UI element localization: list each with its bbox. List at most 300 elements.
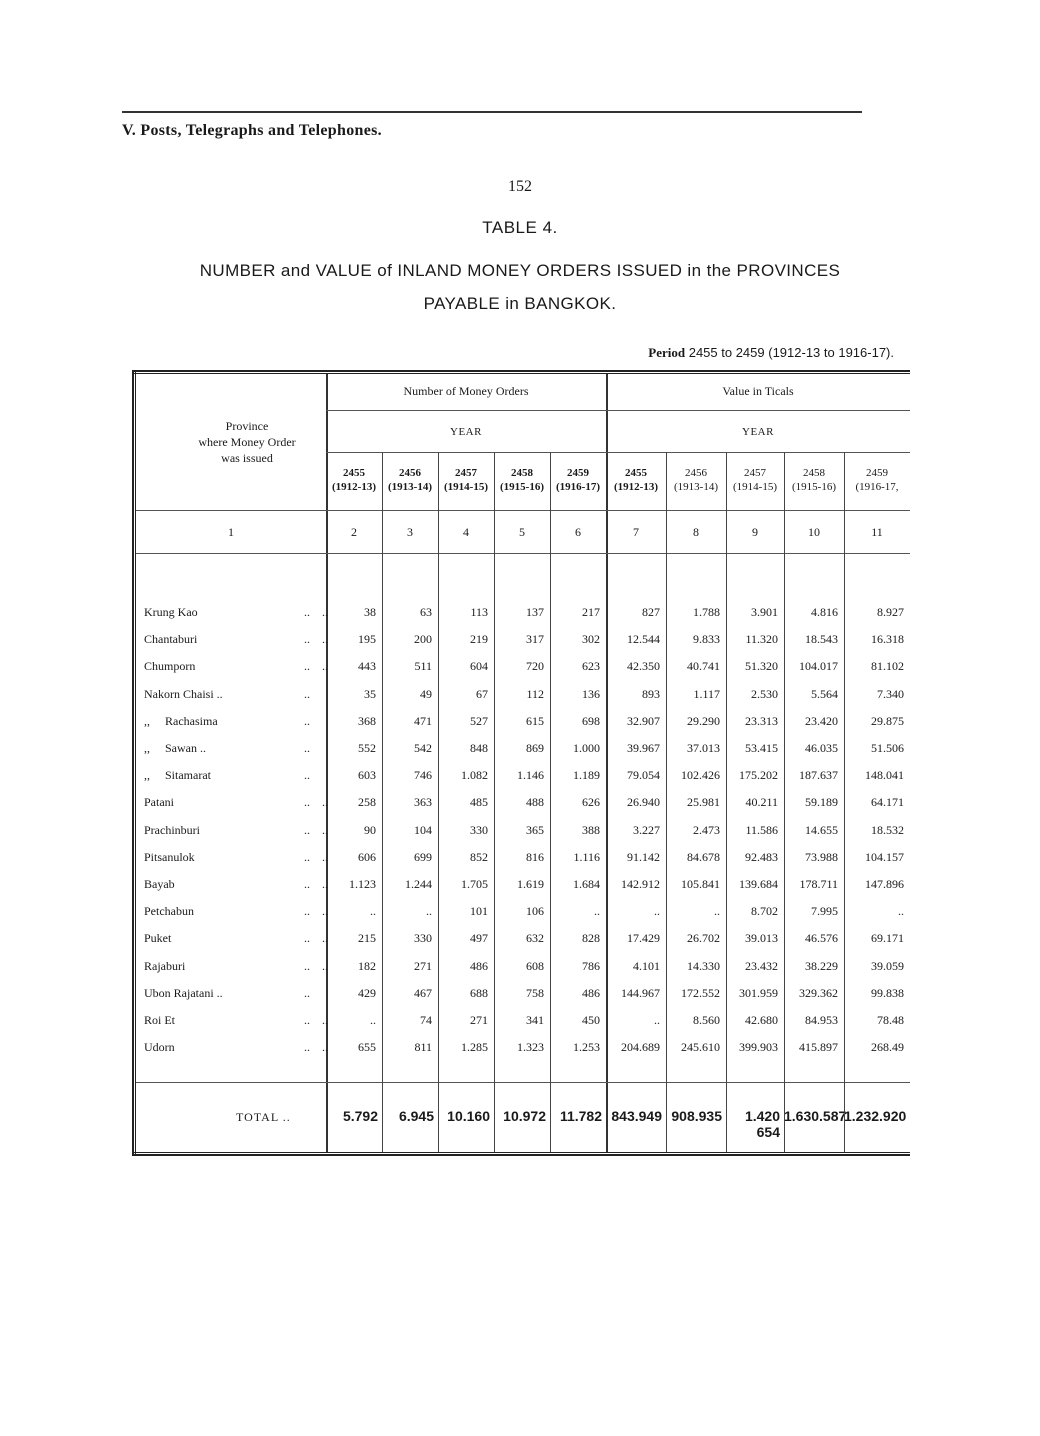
column-number: 7 bbox=[633, 525, 639, 539]
leader-dots: .. .. bbox=[304, 822, 328, 837]
table-cell: 8.927 bbox=[877, 605, 904, 619]
table-cell: 615 bbox=[526, 713, 544, 728]
table-cell: 1.684 bbox=[573, 877, 600, 891]
column-number: 5 bbox=[519, 525, 525, 539]
table-cell: 104 bbox=[414, 822, 432, 837]
table-cell: 49 bbox=[420, 686, 432, 701]
table-cell: 699 bbox=[414, 849, 432, 864]
table-cell: 341 bbox=[526, 1013, 544, 1027]
table-cell: 1.244 bbox=[405, 877, 432, 891]
table-cell: 69.171 bbox=[871, 931, 904, 946]
table-cell: 217 bbox=[582, 605, 600, 619]
table-cell: 688 bbox=[470, 985, 488, 1000]
province-name: Patani bbox=[144, 795, 174, 810]
table-cell: 12.544 bbox=[627, 632, 660, 647]
top-rule bbox=[122, 111, 862, 113]
year-be: 2458 bbox=[511, 467, 533, 479]
year-column-header bbox=[326, 466, 382, 494]
year-be: 2456 bbox=[685, 467, 707, 479]
table-cell: 632 bbox=[526, 931, 544, 946]
province-name: ,, Sawan .. bbox=[144, 741, 206, 755]
table-cell: 720 bbox=[526, 659, 544, 674]
table-cell: 869 bbox=[526, 741, 544, 755]
column-number: 6 bbox=[575, 525, 581, 539]
leader-dots: .. bbox=[304, 985, 310, 1000]
province-name: ,, Sitamarat bbox=[144, 768, 211, 783]
province-name: Prachinburi bbox=[144, 822, 200, 837]
table-row bbox=[132, 763, 910, 790]
table-cell: 11.320 bbox=[745, 632, 778, 647]
table-cell: 39.013 bbox=[745, 931, 778, 946]
table-cell: 26.940 bbox=[627, 795, 660, 810]
table-top-border bbox=[132, 370, 910, 374]
table-cell: 485 bbox=[470, 795, 488, 810]
table-cell: 23.313 bbox=[745, 713, 778, 728]
table-cell: .. bbox=[426, 904, 432, 919]
table-row bbox=[132, 790, 910, 817]
table-cell: 399.903 bbox=[739, 1040, 778, 1055]
year-column-header bbox=[606, 466, 666, 494]
year-be: 2455 bbox=[343, 467, 365, 479]
province-name: Puket bbox=[144, 931, 172, 946]
column-divider bbox=[726, 452, 727, 1152]
table-cell: 1.705 bbox=[461, 877, 488, 891]
table-cell: 39.059 bbox=[871, 958, 904, 973]
column-divider bbox=[550, 452, 551, 1152]
table-cell: 144.967 bbox=[621, 985, 660, 1000]
value-year-header: YEAR bbox=[742, 426, 774, 438]
total-cell: 5.792 bbox=[342, 1108, 378, 1124]
leader-dots: .. .. bbox=[304, 632, 328, 647]
table-cell: 443 bbox=[358, 659, 376, 674]
table-cell: .. bbox=[654, 1013, 660, 1027]
table-row bbox=[132, 845, 910, 872]
leader-dots: .. .. bbox=[304, 795, 328, 810]
table-cell: 811 bbox=[414, 1040, 432, 1055]
year-column-header bbox=[438, 466, 494, 494]
table-cell: 73.988 bbox=[805, 849, 838, 864]
table-cell: 511 bbox=[414, 659, 432, 674]
table-cell: 271 bbox=[470, 1013, 488, 1027]
period-text: 2455 to 2459 (1912-13 to 1916-17). bbox=[688, 345, 894, 360]
table-cell: 104.017 bbox=[799, 659, 838, 674]
year-be: 2459 bbox=[866, 467, 888, 479]
table-cell: 18.543 bbox=[805, 632, 838, 647]
table-cell: 1.116 bbox=[573, 849, 600, 864]
table-cell: 365 bbox=[526, 822, 544, 837]
table-cell: 698 bbox=[582, 713, 600, 728]
province-name: Krung Kao bbox=[144, 605, 198, 619]
total-cell: 10.160 bbox=[447, 1108, 490, 1124]
table-cell: 415.897 bbox=[799, 1040, 838, 1055]
table-cell: 258 bbox=[358, 795, 376, 810]
table-cell: 471 bbox=[414, 713, 432, 728]
table-row bbox=[132, 627, 910, 654]
table-cell: 758 bbox=[526, 985, 544, 1000]
total-cell: 908.935 bbox=[671, 1108, 722, 1124]
total-cell: 843.949 bbox=[611, 1108, 662, 1124]
year-be: 2455 bbox=[625, 467, 647, 479]
table-cell: 852 bbox=[470, 849, 488, 864]
table-cell: 78.48 bbox=[877, 1013, 904, 1027]
table-cell: 32.907 bbox=[627, 713, 660, 728]
table-cell: 1.253 bbox=[573, 1040, 600, 1055]
table-title-line-2: PAYABLE in BANGKOK. bbox=[423, 294, 617, 313]
table-cell: 3.901 bbox=[751, 605, 778, 619]
table-row bbox=[132, 926, 910, 953]
table-row bbox=[132, 899, 910, 926]
year-column-header bbox=[726, 466, 784, 494]
table-cell: 204.689 bbox=[621, 1040, 660, 1055]
table-cell: 552 bbox=[358, 741, 376, 755]
province-header-line: where Money Order bbox=[198, 435, 296, 449]
total-row bbox=[132, 1108, 910, 1140]
table-row bbox=[132, 1008, 910, 1035]
table-cell: 84.953 bbox=[805, 1013, 838, 1027]
value-group-header: Value in Ticals bbox=[722, 384, 794, 398]
column-number: 2 bbox=[351, 525, 357, 539]
period-label: Period bbox=[648, 345, 686, 360]
section-header: V. Posts, Telegraphs and Telephones. bbox=[122, 122, 382, 139]
header-rule bbox=[136, 510, 910, 511]
table-cell: 8.560 bbox=[693, 1013, 720, 1027]
leader-dots: .. .. bbox=[304, 958, 328, 973]
table-row bbox=[132, 1035, 910, 1062]
table-cell: 51.506 bbox=[871, 741, 904, 755]
table-cell: 106 bbox=[526, 904, 544, 919]
table-cell: .. bbox=[370, 904, 376, 919]
table-cell: 542 bbox=[414, 741, 432, 755]
leader-dots: .. .. bbox=[304, 659, 328, 674]
year-ce: (1914-15) bbox=[444, 481, 488, 493]
page-number: 152 bbox=[508, 178, 532, 195]
table-row bbox=[132, 981, 910, 1008]
year-column-header bbox=[550, 466, 606, 494]
total-cell: 1.232.920 bbox=[844, 1108, 907, 1124]
table-cell: 4.101 bbox=[633, 958, 660, 973]
table-cell: 2.530 bbox=[751, 686, 778, 701]
table-cell: 488 bbox=[526, 795, 544, 810]
table-cell: 608 bbox=[526, 958, 544, 973]
table-cell: 91.142 bbox=[627, 849, 660, 864]
table-cell: 8.702 bbox=[751, 904, 778, 919]
table-cell: .. bbox=[714, 904, 720, 919]
table-cell: 112 bbox=[526, 686, 544, 701]
table-row bbox=[132, 600, 910, 627]
table-row bbox=[132, 682, 910, 709]
leader-dots: .. bbox=[304, 768, 310, 783]
table-cell: 26.702 bbox=[687, 931, 720, 946]
province-name: Chumporn bbox=[144, 659, 196, 674]
table-cell: 301.959 bbox=[739, 985, 778, 1000]
table-cell: 46.035 bbox=[805, 741, 838, 755]
table-cell: 486 bbox=[582, 985, 600, 1000]
table-row bbox=[132, 654, 910, 681]
column-divider bbox=[844, 452, 845, 1152]
table-cell: 35 bbox=[364, 686, 376, 701]
column-divider bbox=[382, 452, 383, 1152]
province-name: Ubon Rajatani .. bbox=[144, 985, 223, 1000]
table-cell: 195 bbox=[358, 632, 376, 647]
table-cell: 816 bbox=[526, 849, 544, 864]
table-cell: 51.320 bbox=[745, 659, 778, 674]
total-cell: 10.972 bbox=[503, 1108, 546, 1124]
table-cell: 101 bbox=[470, 904, 488, 919]
table-cell: 17.429 bbox=[627, 931, 660, 946]
table-cell: 23.420 bbox=[805, 713, 838, 728]
leader-dots: .. .. bbox=[304, 849, 328, 864]
leader-dots: .. .. bbox=[304, 1013, 328, 1027]
table-cell: 1.788 bbox=[693, 605, 720, 619]
province-name: Pitsanulok bbox=[144, 849, 195, 864]
province-name: Petchabun bbox=[144, 904, 194, 919]
column-divider bbox=[784, 452, 785, 1152]
column-number: 9 bbox=[752, 525, 758, 539]
leader-dots: .. .. bbox=[304, 1040, 328, 1055]
table-cell: 1.146 bbox=[517, 768, 544, 783]
number-year-header: YEAR bbox=[450, 426, 482, 438]
table-cell: 603 bbox=[358, 768, 376, 783]
table-cell: 11.586 bbox=[745, 822, 778, 837]
table-cell: 113 bbox=[470, 605, 488, 619]
province-name: ,, Rachasima bbox=[144, 713, 218, 728]
header-rule bbox=[136, 553, 910, 554]
table-cell: 268.49 bbox=[871, 1040, 904, 1055]
table-cell: 302 bbox=[582, 632, 600, 647]
header-rule bbox=[326, 452, 910, 453]
total-cell: 6.945 bbox=[398, 1108, 434, 1124]
year-ce: (1914-15) bbox=[733, 481, 777, 493]
year-ce: (1915-16) bbox=[792, 481, 836, 493]
table-cell: 893 bbox=[642, 686, 660, 701]
table-cell: 14.330 bbox=[687, 958, 720, 973]
year-be: 2457 bbox=[455, 467, 477, 479]
table-cell: 746 bbox=[414, 768, 432, 783]
table-cell: 429 bbox=[358, 985, 376, 1000]
table-cell: 330 bbox=[470, 822, 488, 837]
province-name: Nakorn Chaisi .. bbox=[144, 686, 223, 701]
total-cell: 1.630.587 bbox=[784, 1108, 847, 1124]
table-cell: .. bbox=[898, 904, 904, 919]
table-cell: 16.318 bbox=[871, 632, 904, 647]
year-be: 2456 bbox=[399, 467, 421, 479]
leader-dots: .. bbox=[304, 741, 310, 755]
table-cell: 37.013 bbox=[687, 741, 720, 755]
table-cell: 178.711 bbox=[799, 877, 838, 891]
table-cell: 139.684 bbox=[739, 877, 778, 891]
year-be: 2457 bbox=[744, 467, 766, 479]
table-cell: 42.680 bbox=[745, 1013, 778, 1027]
table-cell: 848 bbox=[470, 741, 488, 755]
table-cell: 59.189 bbox=[805, 795, 838, 810]
period-note bbox=[648, 345, 894, 361]
table-cell: 136 bbox=[582, 686, 600, 701]
column-number: 8 bbox=[693, 525, 699, 539]
year-be: 2458 bbox=[803, 467, 825, 479]
table-cell: 2.473 bbox=[693, 822, 720, 837]
leader-dots: .. bbox=[304, 713, 310, 728]
column-divider bbox=[666, 452, 667, 1152]
number-group-header: Number of Money Orders bbox=[403, 384, 529, 398]
table-cell: 5.564 bbox=[811, 686, 838, 701]
table-cell: 219 bbox=[470, 632, 488, 647]
table-cell: 604 bbox=[470, 659, 488, 674]
table-cell: 7.995 bbox=[811, 904, 838, 919]
table-cell: 626 bbox=[582, 795, 600, 810]
year-be: 2459 bbox=[567, 467, 589, 479]
table-cell: 147.896 bbox=[865, 877, 904, 891]
province-name: Udorn bbox=[144, 1040, 175, 1055]
year-column-header bbox=[844, 466, 910, 494]
column-divider bbox=[494, 452, 495, 1152]
table-cell: 104.157 bbox=[865, 849, 904, 864]
table-cell: 29.875 bbox=[871, 713, 904, 728]
table-cell: 63 bbox=[420, 605, 432, 619]
total-label: TOTAL .. bbox=[236, 1110, 291, 1124]
table-row bbox=[132, 872, 910, 899]
table-cell: 1.082 bbox=[461, 768, 488, 783]
table-cell: 330 bbox=[414, 931, 432, 946]
year-column-header bbox=[666, 466, 726, 494]
table-cell: 38 bbox=[364, 605, 376, 619]
table-row bbox=[132, 736, 910, 763]
table-cell: 84.678 bbox=[687, 849, 720, 864]
province-header bbox=[162, 418, 332, 466]
table-cell: 828 bbox=[582, 931, 600, 946]
table-bottom-border bbox=[132, 1152, 910, 1156]
table-cell: 99.838 bbox=[871, 985, 904, 1000]
leader-dots: .. .. bbox=[304, 931, 328, 946]
table-cell: 105.841 bbox=[681, 877, 720, 891]
table-label: TABLE 4. bbox=[482, 218, 558, 237]
province-header-line: was issued bbox=[221, 451, 273, 465]
table-cell: 40.741 bbox=[687, 659, 720, 674]
table-cell: .. bbox=[654, 904, 660, 919]
table-cell: 1.000 bbox=[573, 741, 600, 755]
table-cell: 74 bbox=[420, 1013, 432, 1027]
table-cell: .. bbox=[370, 1013, 376, 1027]
leader-dots: .. .. bbox=[304, 904, 328, 919]
table-cell: 148.041 bbox=[865, 768, 904, 783]
year-column-header bbox=[784, 466, 844, 494]
table-cell: 3.227 bbox=[633, 822, 660, 837]
money-orders-table bbox=[132, 370, 910, 1156]
table-cell: 215 bbox=[358, 931, 376, 946]
table-cell: 200 bbox=[414, 632, 432, 647]
total-cell: 11.782 bbox=[559, 1108, 602, 1124]
table-cell: 1.323 bbox=[517, 1040, 544, 1055]
table-cell: 1.285 bbox=[461, 1040, 488, 1055]
table-cell: 271 bbox=[414, 958, 432, 973]
year-ce: (1916-17, bbox=[855, 481, 899, 493]
table-cell: 1.189 bbox=[573, 768, 600, 783]
column-number: 11 bbox=[871, 525, 883, 539]
table-cell: 172.552 bbox=[681, 985, 720, 1000]
year-column-header bbox=[382, 466, 438, 494]
column-number: 10 bbox=[808, 525, 820, 539]
table-cell: 827 bbox=[642, 605, 660, 619]
leader-dots: .. .. bbox=[304, 605, 328, 619]
table-cell: 40.211 bbox=[745, 795, 778, 810]
column-number: 3 bbox=[407, 525, 413, 539]
province-name: Roi Et bbox=[144, 1013, 176, 1027]
table-cell: 102.426 bbox=[681, 768, 720, 783]
table-cell: 53.415 bbox=[745, 741, 778, 755]
leader-dots: .. .. bbox=[304, 877, 328, 891]
table-cell: 450 bbox=[582, 1013, 600, 1027]
table-cell: 42.350 bbox=[627, 659, 660, 674]
year-ce: (1916-17) bbox=[556, 481, 600, 493]
table-cell: 329.362 bbox=[799, 985, 838, 1000]
table-cell: 39.967 bbox=[627, 741, 660, 755]
table-row bbox=[132, 709, 910, 736]
total-rule bbox=[136, 1082, 910, 1083]
table-cell: 467 bbox=[414, 985, 432, 1000]
table-cell: 1.123 bbox=[349, 877, 376, 891]
province-name: Bayab bbox=[144, 877, 175, 891]
table-cell: 79.054 bbox=[627, 768, 660, 783]
province-header-line: Province bbox=[225, 419, 269, 433]
table-cell: 46.576 bbox=[805, 931, 838, 946]
year-ce: (1912-13) bbox=[332, 481, 376, 493]
table-cell: 182 bbox=[358, 958, 376, 973]
table-cell: 1.117 bbox=[693, 686, 720, 701]
table-cell: 137 bbox=[526, 605, 544, 619]
table-cell: .. bbox=[594, 904, 600, 919]
table-cell: 18.532 bbox=[871, 822, 904, 837]
year-ce: (1915-16) bbox=[500, 481, 544, 493]
table-cell: 368 bbox=[358, 713, 376, 728]
province-name: Rajaburi bbox=[144, 958, 186, 973]
table-title-line-1: NUMBER and VALUE of INLAND MONEY ORDERS ISSUED in the PROVINCES bbox=[199, 261, 841, 280]
total-cell: 1.420 654 bbox=[744, 1108, 780, 1140]
table-cell: 187.637 bbox=[799, 768, 838, 783]
table-row bbox=[132, 954, 910, 981]
column-number: 4 bbox=[463, 525, 469, 539]
table-cell: 92.483 bbox=[745, 849, 778, 864]
table-cell: 81.102 bbox=[871, 659, 904, 674]
table-cell: 9.833 bbox=[693, 632, 720, 647]
table-cell: 38.229 bbox=[805, 958, 838, 973]
table-cell: 25.981 bbox=[687, 795, 720, 810]
table-cell: 786 bbox=[582, 958, 600, 973]
leader-dots: .. bbox=[304, 686, 310, 701]
column-divider bbox=[438, 452, 439, 1152]
column-number: 1 bbox=[228, 525, 234, 539]
province-name: Chantaburi bbox=[144, 632, 198, 647]
table-cell: 245.610 bbox=[681, 1040, 720, 1055]
table-cell: 388 bbox=[582, 822, 600, 837]
year-ce: (1913-14) bbox=[674, 481, 718, 493]
year-column-header bbox=[494, 466, 550, 494]
table-cell: 606 bbox=[358, 849, 376, 864]
table-cell: 497 bbox=[470, 931, 488, 946]
year-ce: (1912-13) bbox=[614, 481, 658, 493]
table-cell: 527 bbox=[470, 713, 488, 728]
table-cell: 142.912 bbox=[621, 877, 660, 891]
table-cell: 23.432 bbox=[745, 958, 778, 973]
table-cell: 4.816 bbox=[811, 605, 838, 619]
table-cell: 317 bbox=[526, 632, 544, 647]
table-cell: 175.202 bbox=[739, 768, 778, 783]
table-cell: 623 bbox=[582, 659, 600, 674]
table-cell: 67 bbox=[476, 686, 488, 701]
table-cell: 486 bbox=[470, 958, 488, 973]
table-cell: 363 bbox=[414, 795, 432, 810]
header-rule bbox=[326, 410, 910, 411]
table-cell: 29.290 bbox=[687, 713, 720, 728]
table-cell: 655 bbox=[358, 1040, 376, 1055]
